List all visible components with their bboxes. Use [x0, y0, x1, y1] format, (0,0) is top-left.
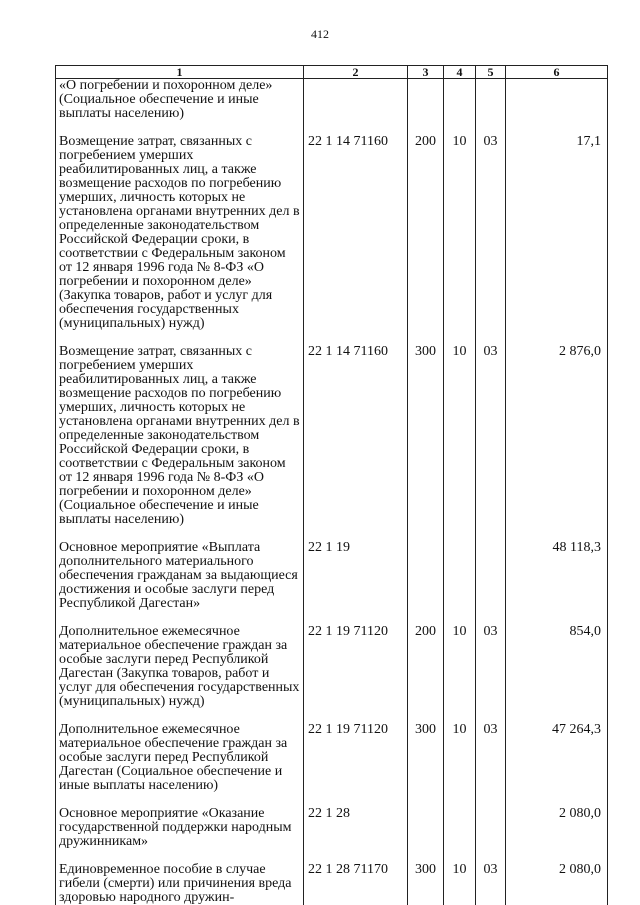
spacer-cell: [444, 121, 476, 135]
spacer-cell: [56, 331, 304, 345]
row-description: Единовременное пособие в случае гибели (смерти) или причинения вреда здоровью народного дружин-: [56, 863, 304, 905]
spacer-cell: [444, 527, 476, 541]
spacer-cell: [408, 331, 444, 345]
spacer-cell: [476, 849, 506, 863]
row-subsection: 03: [476, 135, 506, 331]
row-expense-type: 300: [408, 345, 444, 527]
row-expense-type: 200: [408, 625, 444, 709]
row-section: 10: [444, 723, 476, 793]
row-subsection: [476, 541, 506, 611]
spacer-cell: [444, 611, 476, 625]
row-description: «О погребении и похоронном деле» (Социальное обеспечение и иные выплаты населению): [56, 79, 304, 122]
header-col-5: 5: [476, 66, 506, 79]
spacer-cell: [506, 331, 608, 345]
spacer-cell: [506, 611, 608, 625]
row-subsection: 03: [476, 625, 506, 709]
spacer-cell: [476, 709, 506, 723]
spacer-cell: [56, 709, 304, 723]
spacer-cell: [304, 121, 408, 135]
table-row: [56, 807, 608, 849]
table-row: [56, 79, 608, 122]
spacer-cell: [476, 121, 506, 135]
row-amount: 17,1: [506, 135, 608, 331]
row-expense-type: [408, 79, 444, 122]
page-number: 412: [311, 27, 329, 41]
spacer-cell: [304, 527, 408, 541]
row-section: 10: [444, 345, 476, 527]
spacer-cell: [506, 709, 608, 723]
spacer-cell: [408, 121, 444, 135]
row-spacer: [56, 331, 608, 345]
row-subsection: 03: [476, 723, 506, 793]
row-description: Возмещение затрат, связанных с погребением умерших реабилитированных лиц, а также возмещение расходов по погребению умерших, личность которых не установлена органами внутренних дел в определенные законодательством Российской Федерации сроки, в соответствии с Федеральным законом от 12 января 1996 года № 8-ФЗ «О погребении и похоронном деле» (Закупка товаров, работ и услуг для обеспечения государственных (муниципальных) нужд): [56, 135, 304, 331]
spacer-cell: [506, 527, 608, 541]
spacer-cell: [476, 793, 506, 807]
spacer-cell: [476, 527, 506, 541]
row-spacer: [56, 527, 608, 541]
spacer-cell: [408, 793, 444, 807]
spacer-cell: [304, 793, 408, 807]
spacer-cell: [56, 849, 304, 863]
spacer-cell: [408, 709, 444, 723]
row-code: 22 1 14 71160: [304, 345, 408, 527]
row-amount: 2 080,0: [506, 863, 608, 905]
spacer-cell: [444, 793, 476, 807]
row-expense-type: 300: [408, 723, 444, 793]
row-subsection: 03: [476, 345, 506, 527]
row-section: 10: [444, 863, 476, 905]
spacer-cell: [476, 611, 506, 625]
row-expense-type: 300: [408, 863, 444, 905]
row-code: 22 1 19 71120: [304, 625, 408, 709]
row-amount: 2 080,0: [506, 807, 608, 849]
budget-table: [55, 65, 608, 905]
spacer-cell: [408, 611, 444, 625]
row-amount: 854,0: [506, 625, 608, 709]
row-amount: 48 118,3: [506, 541, 608, 611]
spacer-cell: [56, 121, 304, 135]
spacer-cell: [444, 709, 476, 723]
table-row: [56, 541, 608, 611]
row-description: Основное мероприятие «Выплата дополнительного материального обеспечения гражданам за выдающиеся достижения и особые заслуги перед Республикой Дагестан»: [56, 541, 304, 611]
row-section: [444, 541, 476, 611]
row-code: 22 1 14 71160: [304, 135, 408, 331]
header-col-1: 1: [56, 66, 304, 79]
spacer-cell: [408, 527, 444, 541]
row-description: Основное мероприятие «Оказание государственной поддержки народным дружинникам»: [56, 807, 304, 849]
spacer-cell: [56, 527, 304, 541]
spacer-cell: [506, 121, 608, 135]
row-subsection: [476, 79, 506, 122]
row-subsection: 03: [476, 863, 506, 905]
row-spacer: [56, 709, 608, 723]
table-row: [56, 345, 608, 527]
spacer-cell: [506, 849, 608, 863]
header-col-4: 4: [444, 66, 476, 79]
spacer-cell: [56, 611, 304, 625]
spacer-cell: [408, 849, 444, 863]
row-expense-type: 200: [408, 135, 444, 331]
row-description: Дополнительное ежемесячное материальное обеспечение граждан за особые заслуги перед Республикой Дагестан (Социальное обеспечение и иные выплаты населению): [56, 723, 304, 793]
spacer-cell: [304, 849, 408, 863]
row-code: 22 1 28: [304, 807, 408, 849]
table-row: [56, 135, 608, 331]
spacer-cell: [444, 331, 476, 345]
row-code: [304, 79, 408, 122]
table-body: [56, 79, 608, 905]
spacer-cell: [56, 793, 304, 807]
spacer-cell: [506, 793, 608, 807]
row-code: 22 1 19 71120: [304, 723, 408, 793]
spacer-cell: [444, 849, 476, 863]
row-spacer: [56, 793, 608, 807]
row-amount: 2 876,0: [506, 345, 608, 527]
table-row: [56, 863, 608, 905]
row-section: 10: [444, 625, 476, 709]
row-code: 22 1 28 71170: [304, 863, 408, 905]
row-spacer: [56, 611, 608, 625]
header-col-2: 2: [304, 66, 408, 79]
row-subsection: [476, 807, 506, 849]
table-row: [56, 723, 608, 793]
header-col-3: 3: [408, 66, 444, 79]
spacer-cell: [304, 611, 408, 625]
row-amount: [506, 79, 608, 122]
row-section: 10: [444, 135, 476, 331]
row-spacer: [56, 121, 608, 135]
table-row: [56, 625, 608, 709]
spacer-cell: [304, 709, 408, 723]
row-expense-type: [408, 541, 444, 611]
header-row: [56, 66, 608, 79]
row-code: 22 1 19: [304, 541, 408, 611]
row-description: Дополнительное ежемесячное материальное обеспечение граждан за особые заслуги перед Республикой Дагестан (Закупка товаров, работ и услуг для обеспечения государственных (муниципальных) нужд): [56, 625, 304, 709]
row-section: [444, 79, 476, 122]
header-col-6: 6: [506, 66, 608, 79]
spacer-cell: [476, 331, 506, 345]
row-description: Возмещение затрат, связанных с погребением умерших реабилитированных лиц, а также возмещение расходов по погребению умерших, личность которых не установлена органами внутренних дел в определенные законодательством Российской Федерации сроки, в соответствии с Федеральным законом от 12 января 1996 года № 8-ФЗ «О погребении и похоронном деле» (Социальное обеспечение и иные выплаты населению): [56, 345, 304, 527]
row-spacer: [56, 849, 608, 863]
spacer-cell: [304, 331, 408, 345]
row-section: [444, 807, 476, 849]
row-expense-type: [408, 807, 444, 849]
row-amount: 47 264,3: [506, 723, 608, 793]
